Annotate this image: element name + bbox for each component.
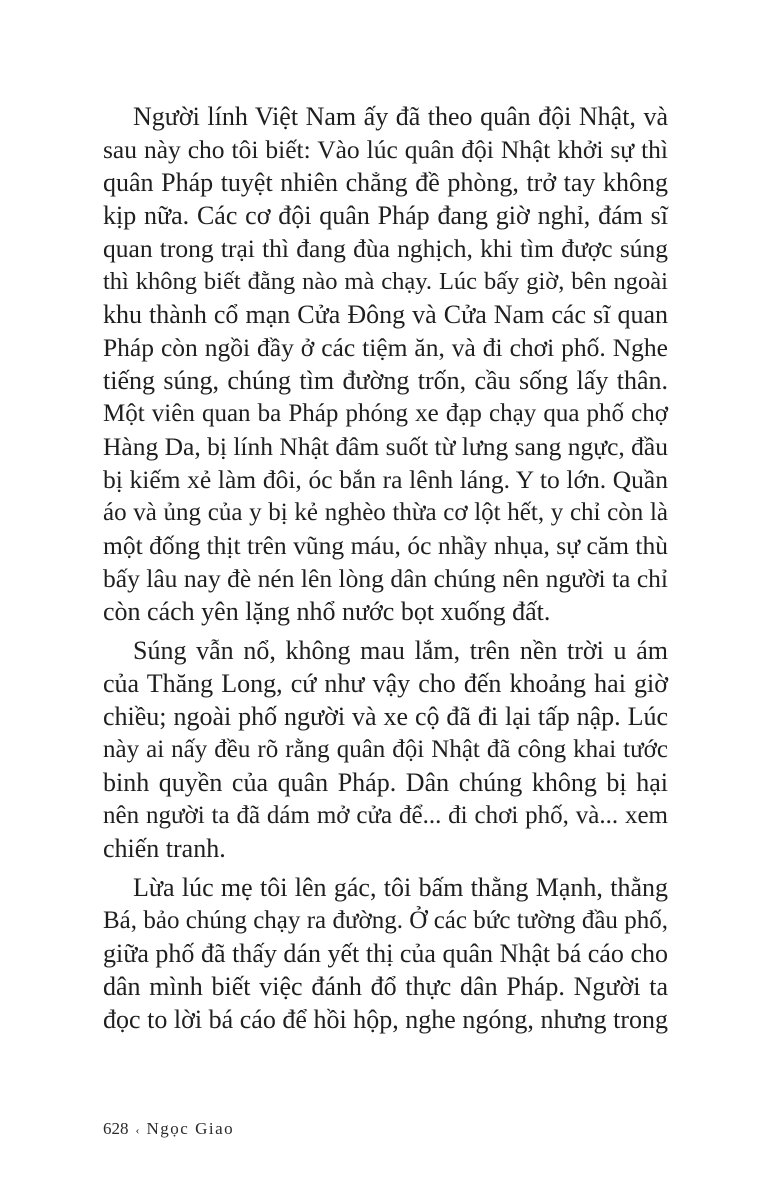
text-line: Bá, bảo chúng chạy ra đường. Ở các bức tường đầu phố, <box>103 907 668 934</box>
paragraph-1 <box>103 100 668 628</box>
text-line: bị kiếm xẻ làm đôi, óc bắn ra lênh láng. Y to lớn. Quần <box>103 465 668 494</box>
text-line: Pháp còn ngồi đầy ở các tiệm ăn, và đi chơi phố. Nghe <box>103 333 668 362</box>
text-line: áo và ủng của y bị kẻ nghèo thừa cơ lột hết, y chỉ còn là <box>103 499 668 526</box>
page-number: 628 <box>103 1119 129 1138</box>
text-line: còn cách yên lặng nhổ nước bọt xuống đất. <box>103 597 551 626</box>
page-footer <box>103 1119 234 1143</box>
text-line: đọc to lời bá cáo để hồi hộp, nghe ngóng, nhưng trong <box>103 1005 668 1034</box>
text-line: chiều; ngoài phố người và xe cộ đã đi lại tấp nập. Lúc <box>103 702 668 731</box>
text-line: bấy lâu nay đè nén lên lòng dân chúng nên người ta chỉ <box>103 564 668 593</box>
footer-separator: ‹ <box>135 1123 140 1137</box>
text-line: Lừa lúc mẹ tôi lên gác, tôi bấm thằng Mạnh, thằng <box>133 873 668 902</box>
paragraph-2 <box>103 634 668 865</box>
text-line: khu thành cổ mạn Cửa Đông và Cửa Nam các sĩ quan <box>103 300 668 329</box>
text-line: này ai nấy đều rõ rằng quân đội Nhật đã công khai tước <box>103 736 668 763</box>
text-line: Một viên quan ba Pháp phóng xe đạp chạy qua phố chợ <box>103 400 668 427</box>
text-line: giữa phố đã thấy dán yết thị của quân Nhật bá cáo cho <box>103 939 668 968</box>
text-line: quan trong trại thì đang đùa nghịch, khi tìm được súng <box>103 234 668 263</box>
text-line: nên người ta đã dám mở cửa để... đi chơi phố, và... xem <box>103 802 668 829</box>
text-line: dân mình biết việc đánh đổ thực dân Pháp. Người ta <box>103 972 668 1001</box>
text-line: Hàng Da, bị lính Nhật đâm suốt từ lưng sang ngực, đầu <box>103 432 668 461</box>
text-line: một đống thịt trên vũng máu, óc nhầy nhụa, sự căm thù <box>103 531 668 560</box>
text-line: quân Pháp tuyệt nhiên chẳng đề phòng, trở tay không <box>103 168 668 197</box>
text-line: sau này cho tôi biết: Vào lúc quân đội Nhật khởi sự thì <box>103 135 668 164</box>
paragraph-3 <box>103 871 668 1036</box>
text-line: binh quyền của quân Pháp. Dân chúng không bị hại <box>103 768 668 797</box>
text-line: kịp nữa. Các cơ đội quân Pháp đang giờ nghỉ, đám sĩ <box>103 201 668 230</box>
text-line: Súng vẫn nổ, không mau lắm, trên nền trời u ám <box>133 636 668 665</box>
body-text <box>103 100 668 1042</box>
text-line: tiếng súng, chúng tìm đường trốn, cầu sống lấy thân. <box>103 366 668 395</box>
text-line: thì không biết đằng nào mà chạy. Lúc bấy giờ, bên ngoài <box>103 268 668 295</box>
text-line: Người lính Việt Nam ấy đã theo quân đội Nhật, và <box>133 102 668 131</box>
text-line: chiến tranh. <box>103 834 226 863</box>
text-line: của Thăng Long, cứ như vậy cho đến khoảng hai giờ <box>103 669 668 698</box>
author-name: Ngọc Giao <box>146 1119 235 1138</box>
